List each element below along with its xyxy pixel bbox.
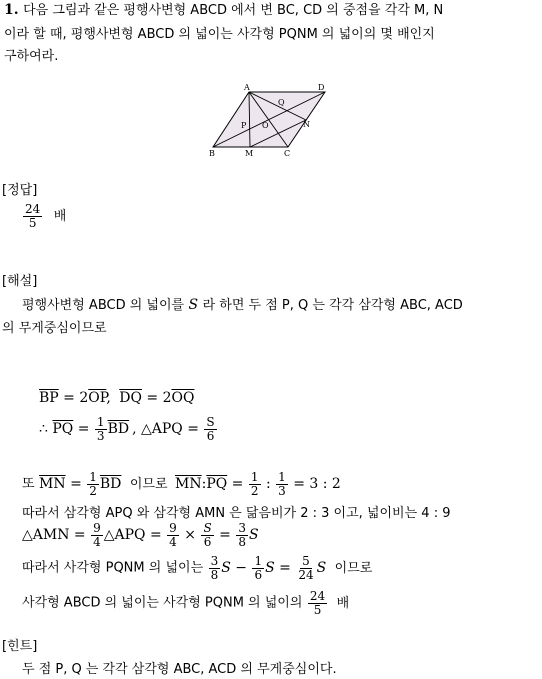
- eq3-n: 1: [89, 470, 97, 484]
- answer-num: 24: [25, 202, 41, 216]
- eq3-f1: [249, 471, 261, 497]
- eq6-d1: 8: [210, 567, 219, 582]
- eq6-f1: [209, 555, 221, 581]
- eq3-f2d: 3: [278, 483, 286, 498]
- equation-3: [22, 471, 341, 497]
- answer-header: [정답]: [2, 183, 38, 198]
- eq3-f1d: 2: [250, 483, 259, 498]
- eq3-mid: 이므로: [129, 476, 168, 492]
- eq6-end: 이므로: [334, 560, 373, 576]
- eq3-f2: [276, 471, 288, 497]
- label-b: B: [209, 149, 215, 158]
- eq5-d4: 8: [238, 534, 246, 549]
- equation-1: [39, 391, 194, 405]
- eq1-comma: ,: [106, 390, 111, 406]
- eq5-f2: [167, 522, 179, 548]
- eq5-d3: 6: [203, 534, 212, 549]
- answer-fraction: [23, 203, 42, 229]
- problem-line-2: 이라 할 때, 평행사변형 ABCD 의 넓이는 사각형 PQNM 의 넓이의 몇 배인지: [4, 27, 435, 42]
- eq1-bp: $\overline{BP}$: [39, 390, 59, 406]
- eq3-mn2: $\overline{MN}$: [175, 476, 202, 493]
- eq1-eq: = 2: [63, 390, 89, 406]
- eq6-d2: 6: [254, 567, 263, 582]
- eq5-d1: 4: [93, 534, 101, 549]
- eq6-d3: 24: [298, 567, 314, 582]
- eq3-eq2: =: [231, 476, 244, 493]
- equation-6: [22, 555, 372, 581]
- eq5-n4: 3: [238, 521, 246, 535]
- eq3-f1n: 1: [250, 470, 259, 484]
- eq5-times: ×: [184, 527, 196, 544]
- eq6-eq: =: [279, 560, 291, 577]
- eq3-colon2: :: [265, 476, 271, 493]
- eq2-n: 1: [96, 415, 105, 429]
- eq3-end: = 3 : 2: [293, 476, 341, 493]
- equation-7: [22, 590, 349, 616]
- explanation-line-4: 따라서 삼각형 APQ 와 삼각형 AMN 은 닮음비가 2 : 3 이고, 넓이비는 4 : 9: [22, 506, 451, 521]
- eq5-d2: 4: [169, 534, 177, 549]
- eq2-sd: 6: [206, 428, 215, 443]
- eq7-d: 5: [313, 602, 322, 617]
- eq3-eq: =: [70, 476, 82, 493]
- problem-line-3: 구하여라.: [4, 49, 59, 64]
- label-c: C: [284, 149, 291, 158]
- eq2-bd: $\overline{BD}$: [107, 421, 130, 438]
- explanation-line-2: 의 무게중심이므로: [2, 321, 107, 336]
- eq2-sfrac: [204, 416, 216, 442]
- label-o: O: [262, 121, 269, 130]
- eq6-S2: S: [265, 560, 275, 577]
- eq6-n1: 3: [210, 554, 219, 568]
- eq5-a: △AMN =: [22, 527, 86, 544]
- problem-number: 1.: [4, 2, 19, 18]
- eq5-eq: =: [219, 527, 231, 544]
- eq6-f2: [252, 555, 264, 581]
- eq6-f3: [296, 555, 315, 581]
- eq5-b: △APQ =: [103, 527, 162, 544]
- eq7-a: 사각형 ABCD 의 넓이는 사각형 PQNM 의 넓이의: [22, 595, 303, 611]
- eq1-oq: $\overline{OQ}$: [171, 390, 195, 406]
- eq6-a: 따라서 사각형 PQNM 의 넓이는: [22, 560, 204, 576]
- explanation-header: [해설]: [2, 274, 38, 289]
- eq6-minus: −: [235, 560, 247, 577]
- eq6-S3: S: [316, 560, 327, 577]
- eq5-f4: [236, 522, 248, 548]
- explanation-S: S: [188, 297, 199, 313]
- eq6-n2: 1: [254, 554, 263, 568]
- eq6-n3: 5: [302, 554, 310, 568]
- answer-den: 5: [28, 215, 37, 230]
- eq2-frac: [95, 416, 107, 442]
- eq2-eq: =: [77, 421, 90, 438]
- eq7-frac: [308, 590, 327, 616]
- explanation-text-1b: 라 하면 두 점 P, Q 는 각각 삼각형 ABC, ACD: [202, 298, 463, 313]
- hint-header: [힌트]: [2, 639, 38, 654]
- eq2-tri: , △APQ =: [132, 421, 199, 438]
- eq3-d: 2: [89, 483, 97, 498]
- answer-unit: 배: [53, 208, 67, 224]
- eq7-n: 24: [309, 589, 326, 603]
- equation-5: [22, 522, 259, 548]
- eq5-n2: 9: [169, 521, 177, 535]
- problem-text-1: 다음 그림과 같은 평행사변형 ABCD 에서 변 BC, CD 의 중점을 각각 M, N: [23, 3, 444, 18]
- equation-2: [39, 416, 218, 442]
- eq2-therefore: ∴: [39, 421, 48, 438]
- eq3-pre: 또: [22, 476, 35, 492]
- eq3-f2n: 1: [278, 470, 286, 484]
- explanation-line-1: [22, 298, 463, 312]
- eq5-n3: S: [203, 521, 212, 535]
- label-n: N: [303, 120, 310, 129]
- eq1-eq2: = 2: [146, 390, 172, 406]
- eq2-pq: $\overline{PQ}$: [52, 421, 74, 438]
- eq3-frac: [87, 471, 99, 497]
- eq5-S: S: [248, 527, 259, 544]
- label-a: A: [244, 83, 250, 92]
- eq3-mn: $\overline{MN}$: [39, 476, 66, 493]
- label-q: Q: [278, 98, 285, 107]
- eq3-colon: :: [201, 476, 207, 493]
- label-d: D: [318, 83, 325, 92]
- eq5-n1: 9: [93, 521, 101, 535]
- eq6-S1: S: [221, 560, 231, 577]
- eq7-end: 배: [336, 595, 350, 611]
- eq5-f3: [201, 522, 213, 548]
- eq5-f1: [91, 522, 103, 548]
- eq1-op: $\overline{OP}$: [88, 390, 107, 406]
- eq2-sn: S: [206, 415, 215, 429]
- label-p: P: [241, 121, 247, 130]
- answer-value: [22, 203, 66, 229]
- label-m: M: [245, 149, 254, 158]
- eq3-bd: $\overline{BD}$: [99, 476, 122, 493]
- hint-text: 두 점 P, Q 는 각각 삼각형 ABC, ACD 의 무게중심이다.: [22, 662, 337, 677]
- eq3-pq: $\overline{PQ}$: [206, 476, 228, 493]
- eq1-dq: $\overline{DQ}$: [119, 390, 142, 406]
- explanation-text-1a: 평행사변형 ABCD 의 넓이를: [22, 298, 185, 313]
- eq2-d: 3: [96, 428, 105, 443]
